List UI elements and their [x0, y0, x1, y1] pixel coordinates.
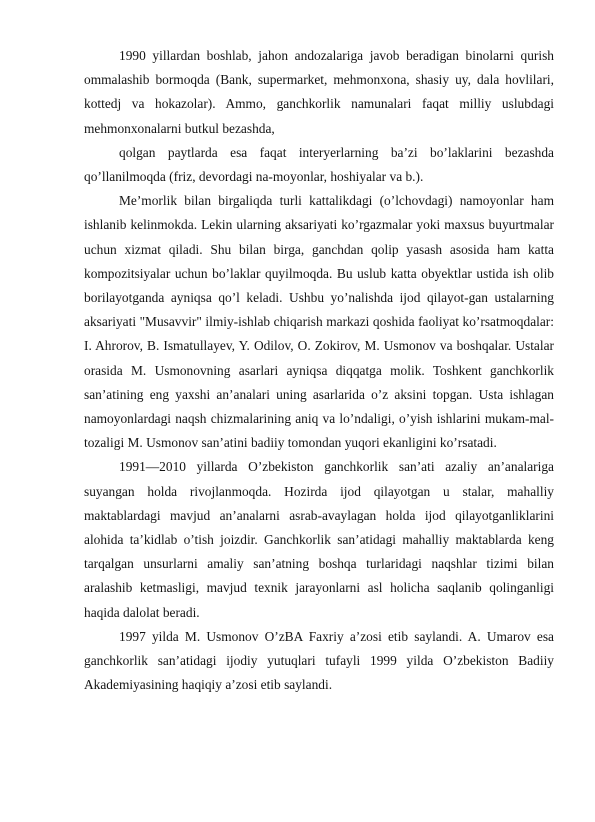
document-page: [84, 44, 554, 697]
paragraph-2: qolgan paytlarda esa faqat interyerlarning ba’zi bo’laklarini bezashda qo’llanilmoqda (friz, devordagi na-moyonlar, hoshiyalar va b.).: [84, 144, 554, 185]
paragraph-4: 1991—2010 yillarda O’zbekiston ganchkorlik san’ati azaliy an’analariga suyangan holda rivojlanmoqda. Hozirda ijod qilayotgan u stalar, mahalliy maktablardagi mavjud an’analarni asrab-avaylagan holda ijod qilayotganliklarini alohida ta’kidlab o’tish joizdir. Ganchkorlik san’atidagi mahalliy maktablarda keng tarqalgan unsurlarni amaliy san’atning boshqa turlaridagi naqshlar tizimi bilan aralashib ketmasligi, mavjud texnik jarayonlarni asl holicha saqlanib qolinganligi haqida dalolat beradi.: [84, 459, 554, 620]
paragraph-3: Me’morlik bilan birgaliqda turli kattalikdagi (o’lchovdagi) namoyonlar ham ishlanib kelinmokda. Lekin ularning aksariyati ko’rgazmalar yoki maxsus buyurtmalar uchun xizmat qiladi. Shu bilan birga, ganchdan qolip yasash asosida ham katta kompozitsiyalar uchun bo’laklar quyilmoqda. Bu uslub katta obyektlar ustida ish olib borilayotganda ayniqsa qo’l keladi. Ushbu yo’nalishda ijod qilayot-gan ustalarning aksariyati "Musavvir" ilmiy-ishlab chiqarish markazi qoshida faoliyat ko’rsatmoqdalar: I. Ahrorov, B. Ismatullayev, Y. Odilov, O. Zokirov, M. Usmonov va boshqalar. Ustalar orasida M. Usmonovning asarlari ayniqsa diqqatga molik. Toshkent ganchkorlik san’atining eng yaxshi an’analari uning asarlarida o’z aksini topgan. Usta ishlagan namoyonlardagi naqsh chizmalarining aniq va lo’ndaligi, o’yish ishlarini mukam-mal-tozaligi M. Usmonov san’atini badiiy tomondan yuqori ekanligini ko’rsatadi.: [84, 193, 554, 451]
paragraph-1: 1990 yillardan boshlab, jahon andozalariga javob beradigan binolarni qurish ommalashib bormoqda (Bank, supermarket, mehmonxona, shasiy uy, dala hovlilari, kottedj va hokazolar). Ammo, ganchkorlik namunalari faqat milliy uslubdagi mehmonxonalarni butkul bezashda,: [84, 48, 554, 136]
paragraph-5: 1997 yilda M. Usmonov O’zBA Faxriy a’zosi etib saylandi. A. Umarov esa ganchkorlik san’atidagi ijodiy yutuqlari tufayli 1999 yilda O’zbekiston Badiiy Akademiyasining haqiqiy a’zosi etib saylandi.: [84, 628, 554, 693]
